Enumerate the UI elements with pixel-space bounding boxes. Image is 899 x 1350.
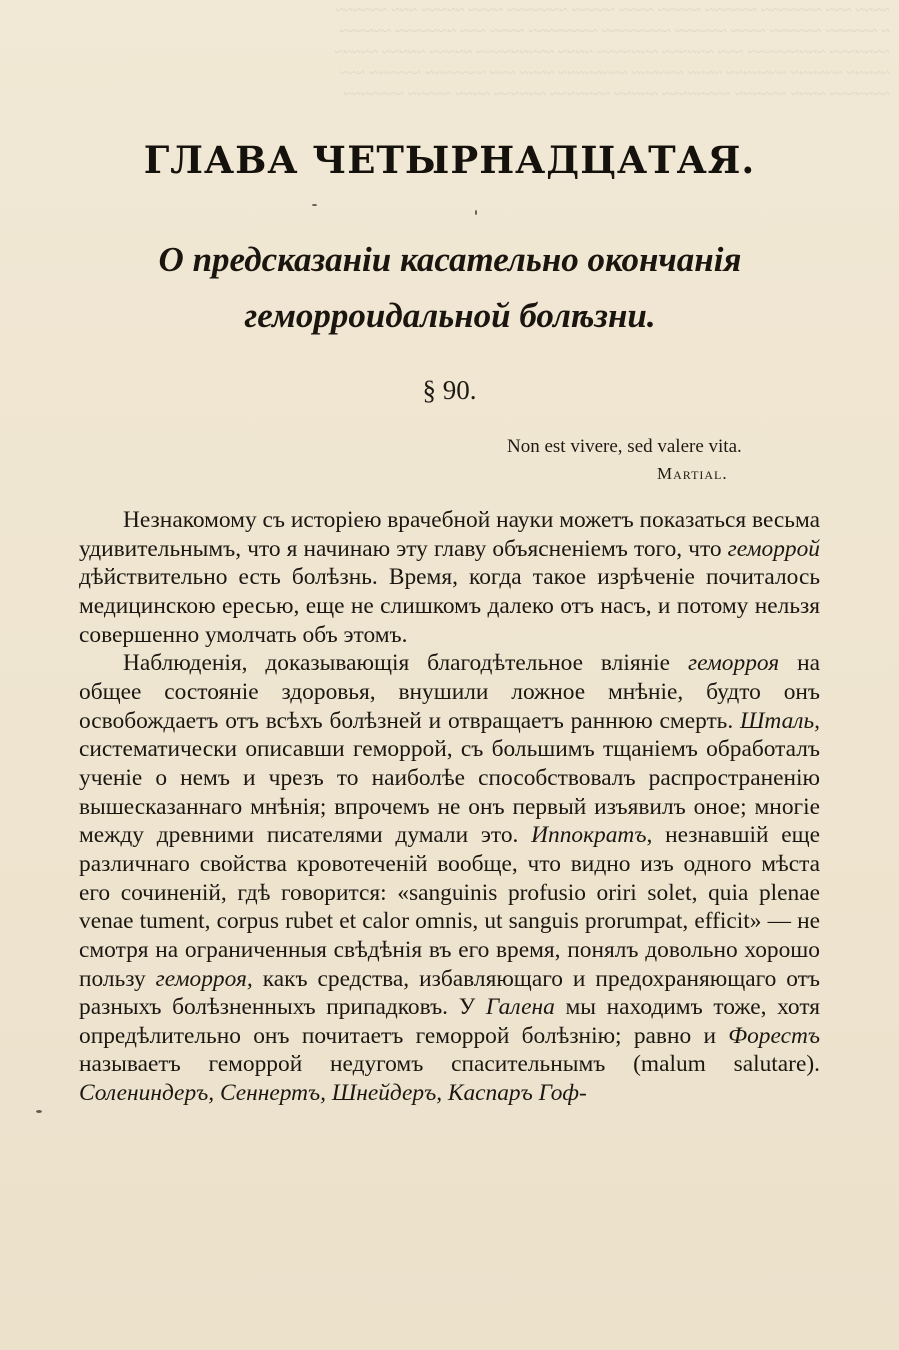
italic-run: геморроя, xyxy=(155,965,253,992)
text-run: Наблюденія, доказывающія благодѣтельное вліяніе xyxy=(123,650,688,677)
body-paragraph xyxy=(79,649,820,1108)
italic-run: Солениндеръ, Сеннертъ, Шнейдеръ, Каспаръ Гоф- xyxy=(79,1080,587,1107)
body-paragraph xyxy=(79,506,820,649)
body-text xyxy=(79,506,820,1108)
paper-speck xyxy=(475,210,477,215)
paper-speck xyxy=(36,1110,42,1113)
chapter-title: ГЛАВА ЧЕТЫРНАДЦАТАЯ. xyxy=(143,138,756,182)
italic-run: Иппократъ xyxy=(531,822,647,849)
text-run: Незнакомому съ исторіею врачебной науки можетъ показаться весьма удивительнымъ, что я начинаю эту главу объясненіемъ того, что xyxy=(79,507,820,562)
text-run: , незнавшій еще различнаго свойства кровотеченій вообще, что видно изъ одного мѣста его сочиненій, гдѣ говорится: «sanguinis profusio oriri solet, quia plenae venae tument, corpus rubet et calor omnis, ut sanguis prorumpat, efficit» — не смотря на ограниченныя свѣдѣнія въ его время, понялъ довольно хорошо пользу xyxy=(79,822,820,992)
text-run: какъ средства, избавляющаго и предохраняющаго отъ разныхъ болѣзненныхъ припадковъ. У xyxy=(79,965,820,1021)
italic-run: геморроя xyxy=(687,650,780,677)
italic-run: Галена xyxy=(485,994,555,1021)
epigraph-author: Martial. xyxy=(657,464,728,483)
bleed-through-text: ~~~~ ~~~ ~~~~~~~ ~~~~~~ ~~~~~ ~~~~ ~~~~~ ~~~~~~~ ~~~~ ~~~~~ ~~~ ~~~~~~ ~ ~~~~~~ ~~~~~~ ~~~~ ~~~~~~ ~~~~~~~~ ~~~~~~~~ ~~~~ ~~~ ~~~~~~~ ~~~~~~ ~~~~~~~ ~~~~~~~~~ ~~~ ~~~~~~ ~~~~~~~ ~~~~ ~~~~~~~~~ ~~~~~ ~~~~~ ~~~~~ ~~~~~ ~~~~~~ ~~~~~~~ ~~~~ ~~~~~~ ~~~~~~~~ ~~~~ ~~~ ~~~~~~~ ~~~~~~ ~~~ ~~~~~~~ ~~~~ ~~~~~~ ~~~~~~~~ ~~~~~ ~~~~~~~ ~~~~~~ ~~~~ ~~~~~ ~~~~~~~ xyxy=(334,2,890,103)
text-run: называетъ геморрой недугомъ спасительнымъ (malum salutare). xyxy=(79,1051,820,1078)
epigraph xyxy=(507,433,742,487)
italic-run: геморрой xyxy=(727,535,820,562)
text-run: систематически описавши геморрой, съ большимъ тщаніемъ обработалъ ученіе о немъ и чрезъ то наиболѣе способствовалъ распространенію вышесказаннаго мнѣнія; впрочемъ не онъ первый изъявилъ оное; многіе между древними писателями думали это. xyxy=(79,736,820,849)
epigraph-quote: Non est vivere, sed valere vita. xyxy=(507,436,742,457)
text-run: на общее состояніе здоровья, внушили ложное мнѣніе, будто онъ освобождаетъ отъ всѣхъ болѣзней и отвращаетъ раннюю смерть. xyxy=(79,650,821,734)
chapter-subtitle: О предсказаніи касательно окончанія геморроидальной болѣзни. xyxy=(158,240,742,335)
italic-run: Шталь, xyxy=(740,707,820,734)
paper-speck xyxy=(312,204,317,206)
italic-run: Форестъ xyxy=(728,1022,820,1049)
text-run: мы находимъ тоже, хотя опредѣлительно онъ почитаетъ геморрой болѣзнію; равно и xyxy=(79,994,820,1049)
section-number: § 90. xyxy=(422,375,477,405)
text-run: дѣйствительно есть болѣзнь. Время, когда такое изрѣченіе почиталось медицинскою ересью, еще не слишкомъ далеко отъ насъ, и потому нельзя совершенно умолчать объ этомъ. xyxy=(79,564,820,648)
